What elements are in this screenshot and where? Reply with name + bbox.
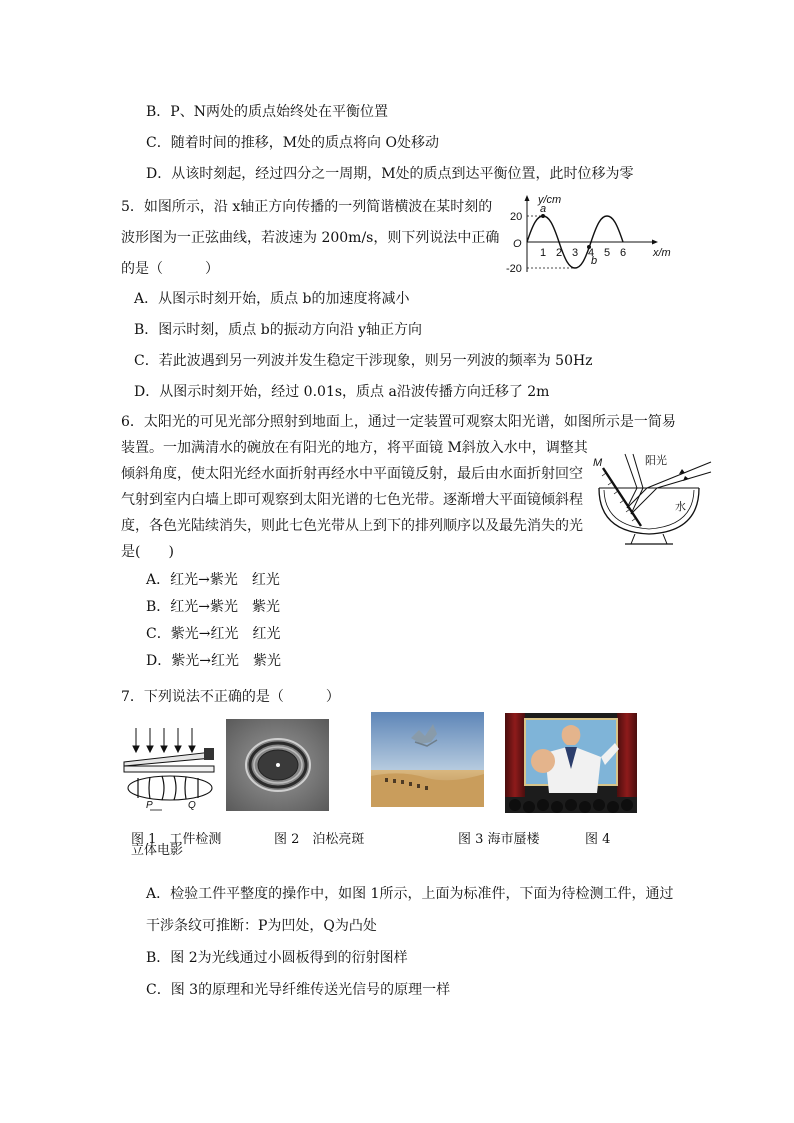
- q4-option-b: B．P、N两处的质点始终处在平衡位置: [146, 104, 388, 120]
- water-label: 水: [675, 501, 686, 513]
- q5-stem-line1: 5．如图所示，沿 x轴正方向传播的一列简谐横波在某时刻的: [121, 199, 493, 215]
- bowl-mirror-figure: [585, 440, 715, 552]
- q6-stem-line1: 6．太阳光的可见光部分照射到地面上，通过一定装置可观察太阳光谱，如图所示是一简易: [121, 414, 676, 430]
- figure-4-caption: 图 4: [585, 832, 611, 847]
- wave-label-a: a: [540, 203, 547, 215]
- wave-label-b: b: [591, 255, 598, 267]
- sunlight-label: 阳光: [645, 455, 667, 467]
- fig1-label-p: P: [146, 800, 153, 811]
- fringe-pattern: [128, 776, 212, 800]
- poisson-bright-spot: [276, 763, 280, 767]
- wave-y-tick-20: 20: [510, 211, 523, 223]
- q6-stem-line2: 装置。一加满清水的碗放在有阳光的地方，将平面镜 M斜放入水中，调整其: [121, 440, 588, 456]
- q7-option-c: C．图 3的原理和光导纤维传送光信号的原理一样: [146, 982, 451, 998]
- movie-fist: [531, 749, 555, 773]
- wave-x-tick-4: 4: [588, 247, 595, 259]
- test-plate: [124, 766, 214, 772]
- figure-2-poisson-spot: [226, 719, 329, 811]
- q4-option-d: D．从该时刻起，经过四分之一周期，M处的质点到达平衡位置，此时位移为零: [146, 166, 634, 182]
- q5-option-d: D．从图示时刻开始，经过 0.01s，质点 a沿波传播方向迁移了 2m: [134, 384, 550, 400]
- q5-option-a: A．从图示时刻开始，质点 b的加速度将减小: [134, 291, 410, 307]
- q4-option-c: C．随着时间的推移，M处的质点将向 O处移动: [146, 135, 439, 151]
- figure-1-workpiece: [122, 722, 220, 814]
- q7-option-a-line1: A．检验工件平整度的操作中，如图 1所示，上面为标准件，下面为待检测工件，通过: [146, 886, 674, 902]
- wave-y-tick-neg20: -20: [506, 263, 522, 275]
- figure-3-caption: 图 3 海市蜃楼: [458, 832, 540, 847]
- wave-y-label: y/cm: [538, 194, 562, 206]
- wave-x-arrow-icon: [652, 240, 658, 245]
- wave-x-label: x/m: [653, 247, 671, 259]
- q7-option-a-line2: 干涉条纹可推断：P为凹处，Q为凸处: [146, 918, 377, 934]
- q5-stem-line3: 的是（ ）: [121, 261, 219, 277]
- wave-x-tick-6: 6: [620, 247, 627, 259]
- q5-option-c: C．若此波遇到另一列波并发生稳定干涉现象，则另一列波的频率为 50Hz: [134, 353, 593, 369]
- wave-x-tick-1: 1: [540, 247, 547, 259]
- q7-stem: 7．下列说法不正确的是（ ）: [121, 689, 340, 705]
- q7-option-b: B．图 2为光线通过小圆板得到的衍射图样: [146, 950, 408, 966]
- q6-option-d: D．紫光→红光 紫光: [146, 653, 281, 669]
- figure-3-mirage: [371, 712, 484, 807]
- q5-option-b: B．图示时刻，质点 b的振动方向沿 y轴正方向: [134, 322, 423, 338]
- mirror-label: M: [593, 457, 603, 469]
- figure-2-caption: 图 2 泊松亮斑: [274, 832, 365, 847]
- q6-stem-line5: 度，各色光陆续消失，则此七色光带从上到下的排列顺序以及最先消失的光: [121, 518, 583, 534]
- q5-stem-line2: 波形图为一正弦曲线，若波速为 200m/s，则下列说法中正确: [121, 230, 500, 246]
- q6-stem-line4: 气射到室内白墙上即可观察到太阳光谱的七色光带。逐渐增大平面镜倾斜程: [121, 492, 583, 508]
- mirror-m: [603, 468, 641, 526]
- figure-4-3d-movie: [505, 713, 637, 813]
- q6-option-a: A．红光→紫光 红光: [146, 572, 280, 588]
- fig1-label-q: Q: [188, 800, 196, 811]
- q6-stem-line3: 倾斜角度，使太阳光经水面折射再经水中平面镜反射，最后由水面折射回空: [121, 466, 583, 482]
- wave-origin-label: O: [513, 238, 522, 250]
- wave-x-tick-2: 2: [556, 247, 563, 259]
- wave-graph: [505, 192, 671, 277]
- wave-x-tick-3: 3: [572, 247, 579, 259]
- wave-y-arrow-icon: [525, 195, 530, 201]
- q6-option-b: B．红光→紫光 紫光: [146, 599, 281, 615]
- figure-4-caption-overflow: 立体电影: [131, 843, 184, 858]
- wave-x-tick-5: 5: [604, 247, 611, 259]
- figure-1-caption: 图 1 工件检测: [131, 832, 222, 847]
- q6-option-c: C．紫光→红光 红光: [146, 626, 281, 642]
- q6-stem-line6: 是( ): [121, 544, 174, 560]
- standard-plate: [124, 752, 212, 766]
